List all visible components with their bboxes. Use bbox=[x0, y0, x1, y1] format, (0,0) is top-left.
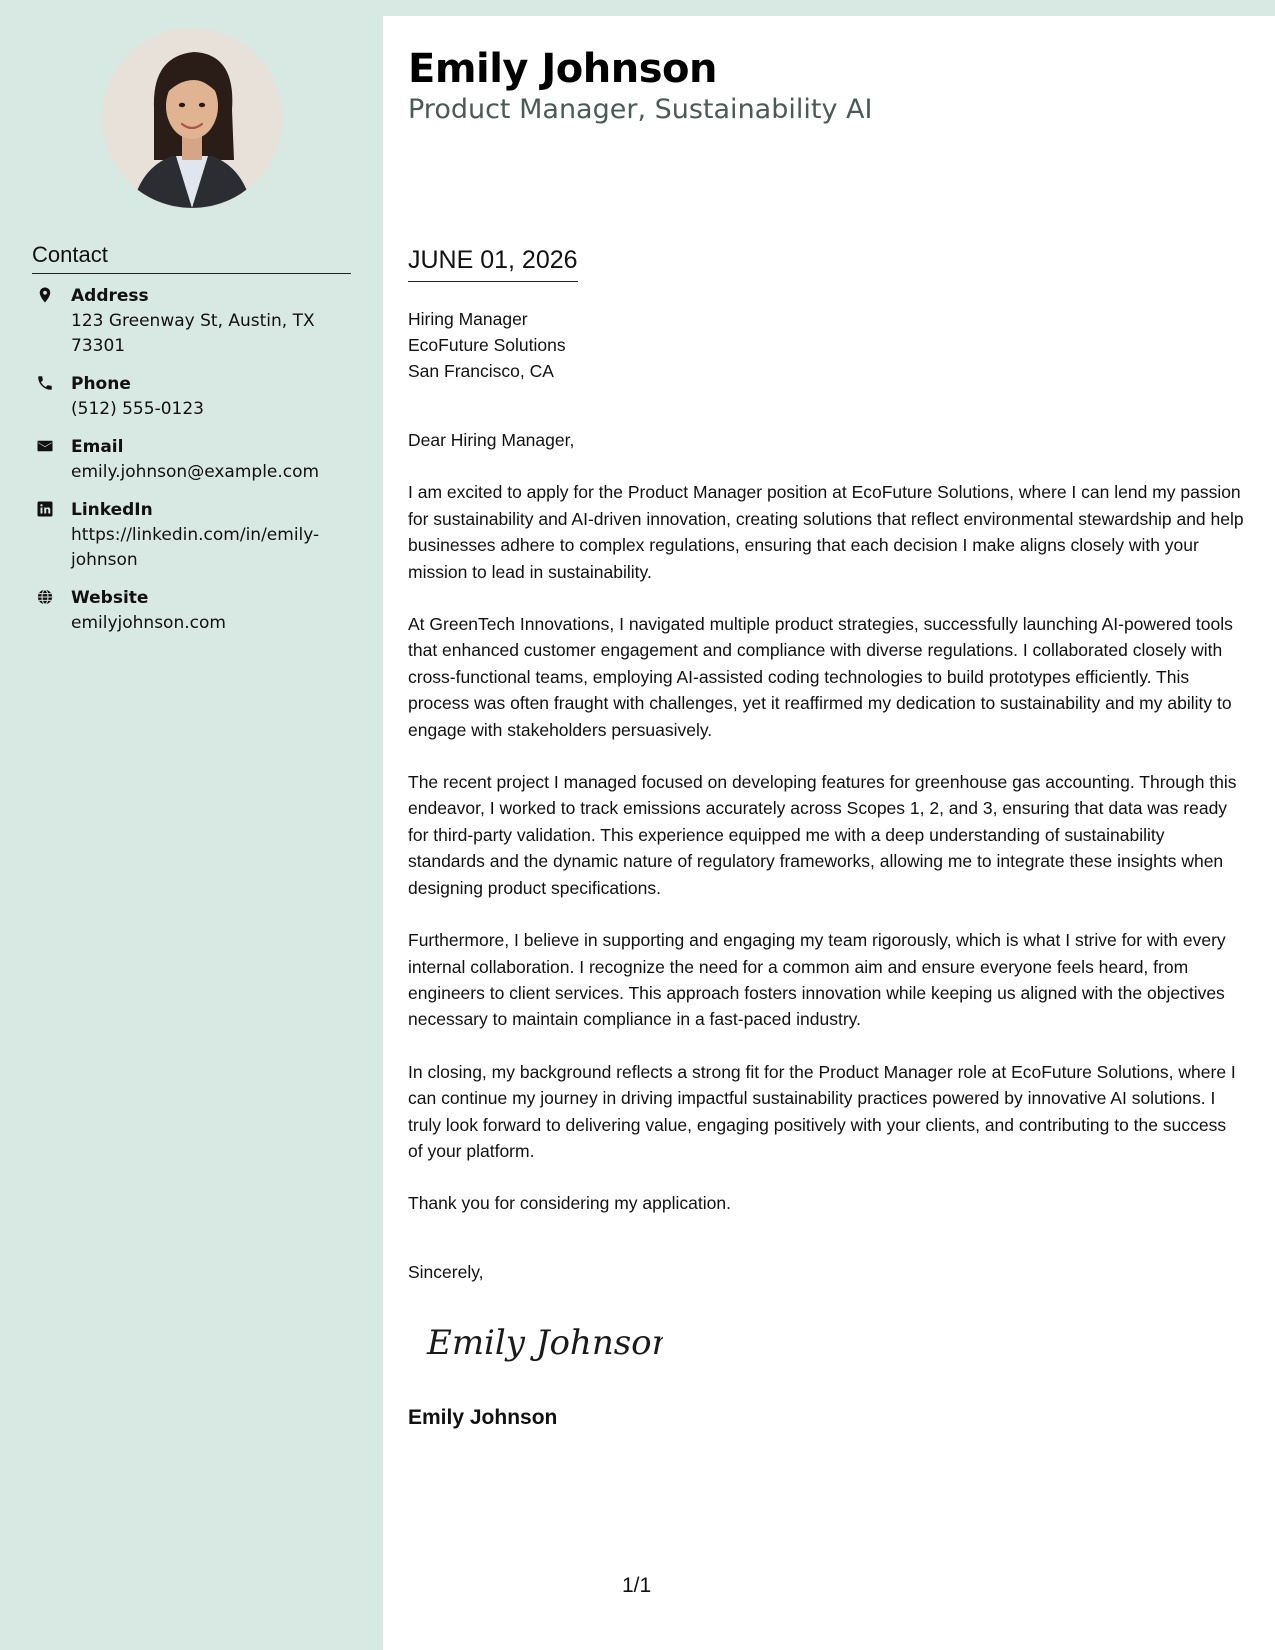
body-paragraph: Furthermore, I believe in supporting and engaging my team rigorously, which is what I strive for with every internal collaboration. I recognize the need for a common aim and ensure everyone feels heard, from engineers to client services. This approach fosters innovation while keeping us aligned with the objectives necessary to maintain compliance in a fast-paced industry. bbox=[408, 930, 1226, 1030]
contact-item-address bbox=[32, 284, 362, 359]
recipient-line: San Francisco, CA bbox=[408, 361, 554, 381]
contact-list bbox=[32, 284, 362, 649]
letter-page bbox=[383, 16, 1275, 1650]
recipient-block bbox=[408, 306, 566, 384]
website-link[interactable]: emilyjohnson.com bbox=[71, 613, 226, 633]
contact-label: Email bbox=[71, 437, 124, 457]
phone-value: (512) 555-0123 bbox=[71, 399, 204, 419]
contact-item-website bbox=[32, 586, 362, 636]
sidebar bbox=[0, 0, 383, 1650]
body-paragraph: Thank you for considering my application. bbox=[408, 1193, 731, 1214]
contact-label: Address bbox=[71, 286, 149, 306]
signature-text: Emily Johnson bbox=[427, 1323, 663, 1363]
address-value: 123 Greenway St, Austin, TX 73301 bbox=[71, 311, 315, 356]
contact-item-email bbox=[32, 435, 362, 485]
applicant-name: Emily Johnson bbox=[408, 46, 718, 92]
linkedin-link[interactable]: https://linkedin.com/in/emily-johnson bbox=[71, 525, 320, 570]
recipient-line: EcoFuture Solutions bbox=[408, 335, 566, 355]
body-paragraph: In closing, my background reflects a strong fit for the Product Manager role at EcoFuture Solutions, where I can continue my journey in driving impactful sustainability practices powered by innovative AI solutions. I truly look forward to delivering value, engaging positively with your clients, and contributing to the success of your platform. bbox=[408, 1061, 1236, 1161]
contact-heading: Contact bbox=[32, 240, 351, 274]
body-paragraph: The recent project I managed focused on developing features for greenhouse gas accounting. Through this endeavor, I worked to track emissions accurately across Scopes 1, 2, and 3, ensuring that data was ready for third-party validation. This experience equipped me with a deep understanding of sustainability standards and the dynamic nature of regulatory frameworks, allowing me to integrate these insights when designing product specifications. bbox=[408, 772, 1237, 898]
phone-icon bbox=[36, 374, 54, 392]
page-number: 1/1 bbox=[622, 1574, 652, 1597]
profile-photo bbox=[102, 28, 282, 208]
letter-body bbox=[408, 427, 1244, 1243]
salutation: Dear Hiring Manager, bbox=[408, 430, 575, 450]
closing: Sincerely, bbox=[408, 1262, 484, 1282]
linkedin-icon bbox=[36, 500, 54, 518]
contact-label: Website bbox=[71, 588, 149, 608]
contact-item-linkedin bbox=[32, 498, 362, 573]
email-link[interactable]: emily.johnson@example.com bbox=[71, 462, 320, 482]
contact-label: LinkedIn bbox=[71, 500, 153, 520]
contact-label: Phone bbox=[71, 374, 131, 394]
body-paragraph: I am excited to apply for the Product Manager position at EcoFuture Solutions, where I can lend my passion for sustainability and AI-driven innovation, creating solutions that reflect environmental stewardship and help businesses adhere to complex regulations, ensuring that each decision I make aligns closely with your mission to lead in sustainability. bbox=[408, 482, 1244, 582]
envelope-icon bbox=[36, 437, 54, 455]
applicant-title: Product Manager, Sustainability AI bbox=[408, 94, 873, 125]
signed-name: Emily Johnson bbox=[408, 1406, 558, 1429]
globe-icon bbox=[36, 588, 54, 606]
contact-item-phone bbox=[32, 372, 362, 422]
signature bbox=[423, 1306, 663, 1376]
letter-date: JUNE 01, 2026 bbox=[408, 243, 578, 282]
recipient-line: Hiring Manager bbox=[408, 309, 528, 329]
map-pin-icon bbox=[36, 286, 54, 304]
body-paragraph: At GreenTech Innovations, I navigated multiple product strategies, successfully launching AI-powered tools that enhanced customer engagement and compliance with diverse regulations. I collaborated closely with cross-functional teams, employing AI-assisted coding technologies to build prototypes efficiently. This process was often fraught with challenges, yet it reaffirmed my dedication to sustainability and my ability to engage with stakeholders persuasively. bbox=[408, 614, 1233, 740]
